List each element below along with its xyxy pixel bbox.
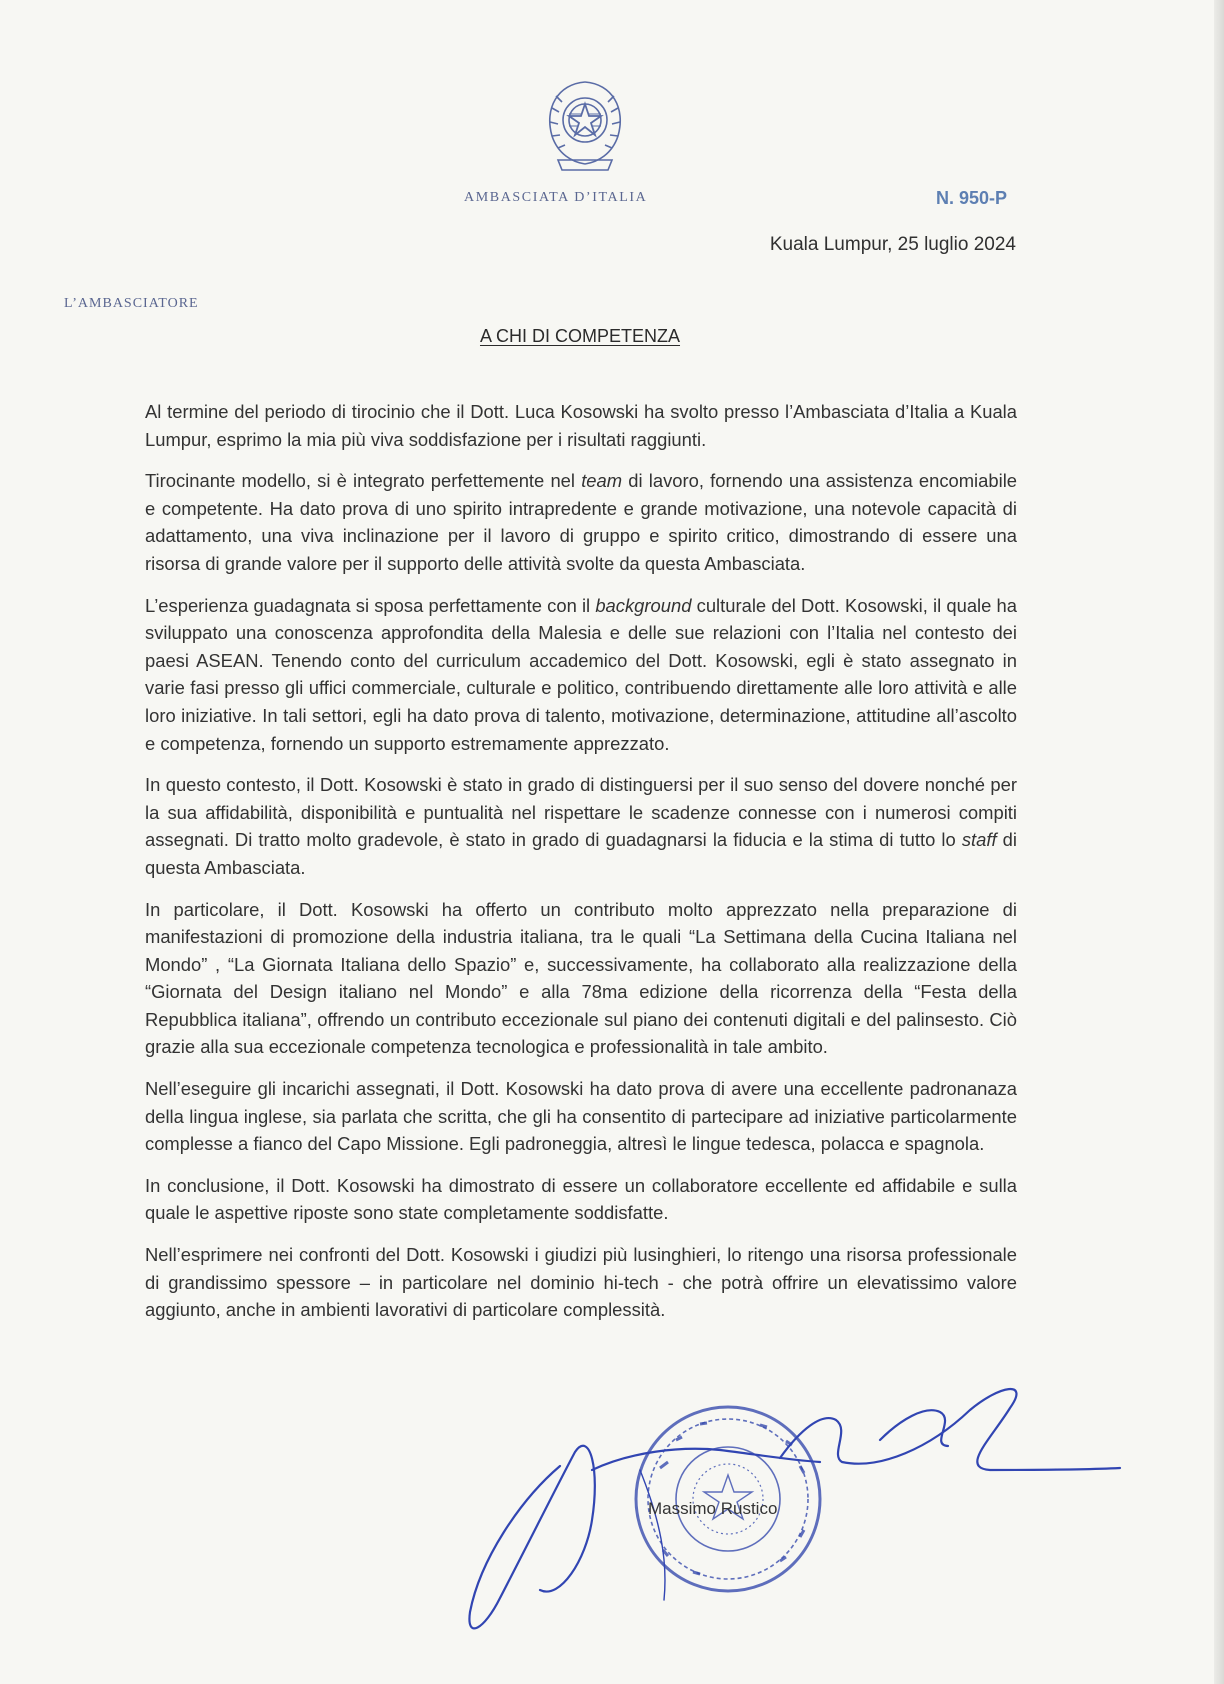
letter-title: A CHI DI COMPETENZA xyxy=(479,326,681,346)
paragraph-text: Tirocinante modello, si è integrato perfettemente nel xyxy=(145,470,582,492)
paragraph-text: In questo contesto, il Dott. Kosowski è stato in grado di distinguersi per il suo senso del dovere nonché per la sua affidabilità, disponibilità e puntualità nel rispettare le scadenze connesse con i numerosi compiti assegnati. Di tratto molto gradevole, è stato in grado di guadagnarsi la fiducia e la stima di tutto lo xyxy=(145,774,1017,851)
place-and-date: Kuala Lumpur, 25 luglio 2024 xyxy=(769,234,1016,255)
office-label: L’AMBASCIATORE xyxy=(64,296,199,311)
paragraph-text: L’esperienza guadagnata si sposa perfettamente con il xyxy=(145,594,596,616)
paragraph-text: In conclusione, il Dott. Kosowski ha dimostrato di essere un collaboratore eccellente ed affidabile e sulla quale le aspettive riposte sono state completamente soddisfatte. xyxy=(145,1174,1017,1224)
paragraph-text: culturale del Dott. Kosowski, il quale ha sviluppato una conoscenza approfondita della Malesia e delle sue relazioni con l’Italia nel contesto dei paesi ASEAN. Tenendo conto del curriculum accademico del Dott. Kosowski, egli è stato assegnato in varie fasi presso gli uffici commerciale, culturale e politico, contribuendo direttamente alle loro attività e alle loro iniziative. In tali settori, egli ha dato prova di talento, motivazione, determinazione, attitudine all’ascolto e competenza, fornendo un supporto estremamente apprezzato. xyxy=(145,594,1017,754)
paragraph-text: In particolare, il Dott. Kosowski ha offerto un contributo molto apprezzato nella preparazione di manifestazioni di promozione della industria italiana, tra le quali “La Settimana della Cucina Italiana nel Mondo” , “La Giornata Italiana dello Spazio” e, successivamente, ha collaborato alla realizzazione della “Giornata del Design italiano nel Mondo” e alla 78ma edizione della ricorrenza della “Festa della Repubblica italiana”, offrendo un contributo eccezionale sul piano dei contenuti digitali e del palinsesto. Ciò grazie alla sua eccezionale competenza tecnologica e professionalità in tale ambito. xyxy=(145,898,1017,1058)
body-paragraph xyxy=(145,467,1017,577)
letter-body xyxy=(145,398,1017,1338)
paragraph-text: Nell’eseguire gli incarichi assegnati, il Dott. Kosowski ha dato prova di avere una eccellente padronanaza della lingua inglese, sia parlata che scritta, che gli ha consentito di partecipare ad iniziative particolarmente complesse a fianco del Capo Missione. Egli padroneggia, altresì le lingue tedesca, polacca e spagnola. xyxy=(145,1078,1017,1155)
body-paragraph xyxy=(145,398,1017,453)
italic-text: staff xyxy=(961,829,997,851)
page-edge xyxy=(1214,0,1224,1684)
body-paragraph xyxy=(145,1075,1017,1158)
organization-name: AMBASCIATA D’ITALIA xyxy=(464,190,648,205)
italic-text: background xyxy=(595,594,692,616)
body-paragraph xyxy=(145,592,1017,758)
paragraph-text: Nell’esprimere nei confronti del Dott. Kosowski i giudizi più lusinghieri, lo ritengo una risorsa professionale di grandissimo spessore – in particolare nel dominio hi-tech - che potrà offrire un elevatissimo valore aggiunto, anche in ambienti lavorativi di particolare complessità. xyxy=(145,1244,1017,1321)
emblem-icon xyxy=(538,74,632,176)
body-paragraph xyxy=(145,1241,1017,1324)
protocol-number: N. 950-P xyxy=(936,188,1008,208)
paragraph-text: di lavoro, fornendo una assistenza encomiabile e competente. Ha dato prova di uno spirito intrapredente e grande motivazione, una notevole capacità di adattamento, una viva inclinazione per il lavoro di gruppo e spirito critico, dimostrando di essere una risorsa di grande valore per il supporto delle attività svolte da questa Ambasciata. xyxy=(145,470,1018,574)
paragraph-text: di questa Ambasciata. xyxy=(145,829,1017,878)
italic-text: team xyxy=(581,470,623,492)
body-paragraph xyxy=(145,771,1017,881)
signer-name: Massimo Rustico xyxy=(648,1499,778,1518)
paragraph-text: Al termine del periodo di tirocinio che il Dott. Luca Kosowski ha svolto presso l’Ambasciata d’Italia a Kuala Lumpur, esprimo la mia più viva soddisfazione per i risultati raggiunti. xyxy=(145,401,1017,450)
signature-icon xyxy=(469,1389,1120,1628)
body-paragraph xyxy=(145,896,1017,1062)
body-paragraph xyxy=(145,1172,1017,1227)
